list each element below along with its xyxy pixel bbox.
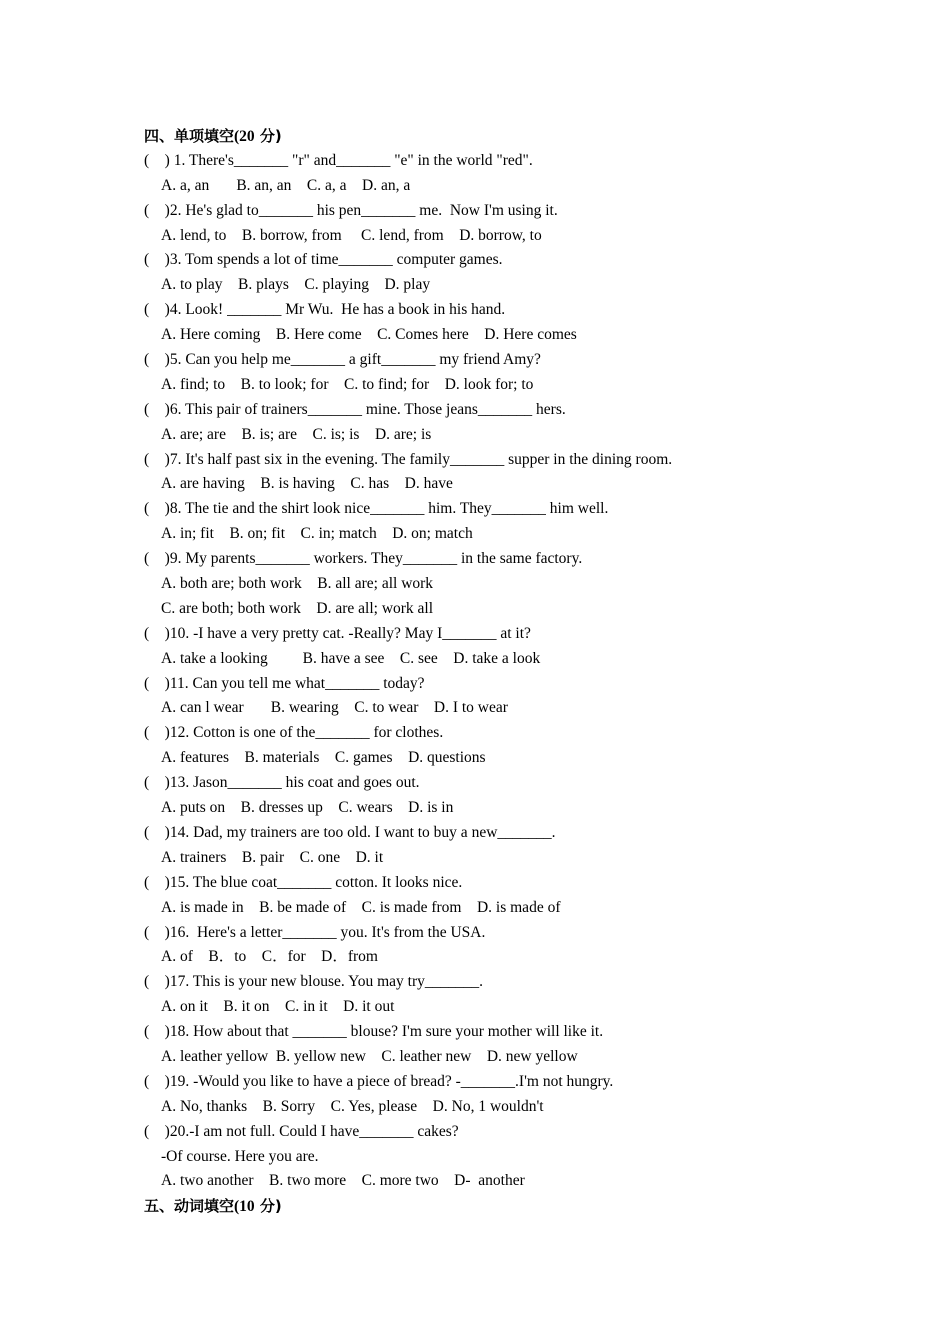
section-4-heading xyxy=(144,124,844,149)
options-10: A. take a looking B. have a see C. see D. take a look xyxy=(161,649,541,667)
question-9: ( )9. My parents_______ workers. They_______ in the same factory. xyxy=(144,550,583,568)
options-20: A. two another B. two more C. more two D- another xyxy=(161,1172,525,1190)
options-6: A. are; are B. is; are C. is; is D. are; is xyxy=(161,425,432,443)
question-5: ( )5. Can you help me_______ a gift_______ my friend Amy? xyxy=(144,351,541,369)
question-6: ( )6. This pair of trainers_______ mine. Those jeans_______ hers. xyxy=(144,400,566,418)
section-5-score: (10 xyxy=(234,1198,255,1216)
options-17: A. on it B. it on C. in it D. it out xyxy=(161,998,395,1016)
question-11: ( )11. Can you tell me what_______ today? xyxy=(144,674,425,692)
section-4-score: (20 xyxy=(234,128,255,145)
question-4: ( )4. Look! _______ Mr Wu. He has a book in his hand. xyxy=(144,301,506,319)
question-12: ( )12. Cotton is one of the_______ for clothes. xyxy=(144,724,444,742)
section-4-title: 四、单项填空 xyxy=(144,127,235,145)
options-12: A. features B. materials C. games D. questions xyxy=(161,749,486,767)
options-8: A. in; fit B. on; fit C. in; match D. on; match xyxy=(161,525,473,543)
options-16: A. of B．to C．for D．from xyxy=(161,948,378,966)
question-7: ( )7. It's half past six in the evening. The family_______ supper in the dining room. xyxy=(144,450,673,468)
options-7: A. are having B. is having C. has D. have xyxy=(161,475,453,493)
options-13: A. puts on B. dresses up C. wears D. is in xyxy=(161,799,454,817)
options-3: A. to play B. plays C. playing D. play xyxy=(161,276,431,294)
options-9-row-2: C. are both; both work D. are all; work all xyxy=(161,599,434,617)
question-15: ( )15. The blue coat_______ cotton. It looks nice. xyxy=(144,873,463,891)
options-4: A. Here coming B. Here come C. Comes here D. Here comes xyxy=(161,326,577,344)
question-3: ( )3. Tom spends a lot of time_______ computer games. xyxy=(144,251,503,269)
question-1: ( ) 1. There's_______ "r" and_______ "e" in the world "red". xyxy=(144,151,533,169)
question-17: ( )17. This is your new blouse. You may try_______. xyxy=(144,973,483,991)
question-20: ( )20.-I am not full. Could I have_______ cakes? xyxy=(144,1122,459,1140)
section-4-unit: 分) xyxy=(259,127,282,145)
options-19: A. No, thanks B. Sorry C. Yes, please D. No, 1 wouldn't xyxy=(161,1097,544,1115)
question-14: ( )14. Dad, my trainers are too old. I want to buy a new_______. xyxy=(144,823,556,841)
section-5-title: 五、动词填空 xyxy=(144,1197,235,1216)
options-18: A. leather yellow B. yellow new C. leather new D. new yellow xyxy=(161,1047,578,1065)
section-5-unit: 分) xyxy=(259,1197,282,1216)
options-11: A. can l wear B. wearing C. to wear D. I to wear xyxy=(161,699,508,717)
question-13: ( )13. Jason_______ his coat and goes out. xyxy=(144,774,420,792)
options-15: A. is made in B. be made of C. is made from D. is made of xyxy=(161,898,561,916)
question-8: ( )8. The tie and the shirt look nice_______ him. They_______ him well. xyxy=(144,500,609,518)
exam-content xyxy=(144,124,844,1219)
section-5-heading xyxy=(144,1194,844,1219)
question-20-reply: -Of course. Here you are. xyxy=(161,1147,319,1165)
question-2: ( )2. He's glad to_______ his pen_______ me. Now I'm using it. xyxy=(144,201,558,219)
question-19: ( )19. -Would you like to have a piece of bread? -_______.I'm not hungry. xyxy=(144,1072,614,1090)
options-9-row-1: A. both are; both work B. all are; all work xyxy=(161,575,434,593)
options-5: A. find; to B. to look; for C. to find; for D. look for; to xyxy=(161,375,534,393)
question-18: ( )18. How about that _______ blouse? I'm sure your mother will like it. xyxy=(144,1023,604,1041)
question-10: ( )10. -I have a very pretty cat. -Really? May I_______ at it? xyxy=(144,624,531,642)
options-14: A. trainers B. pair C. one D. it xyxy=(161,848,384,866)
options-2: A. lend, to B. borrow, from C. lend, from D. borrow, to xyxy=(161,226,542,244)
options-1: A. a, an B. an, an C. a, a D. an, a xyxy=(161,176,411,194)
question-16: ( )16. Here's a letter_______ you. It's from the USA. xyxy=(144,923,486,941)
